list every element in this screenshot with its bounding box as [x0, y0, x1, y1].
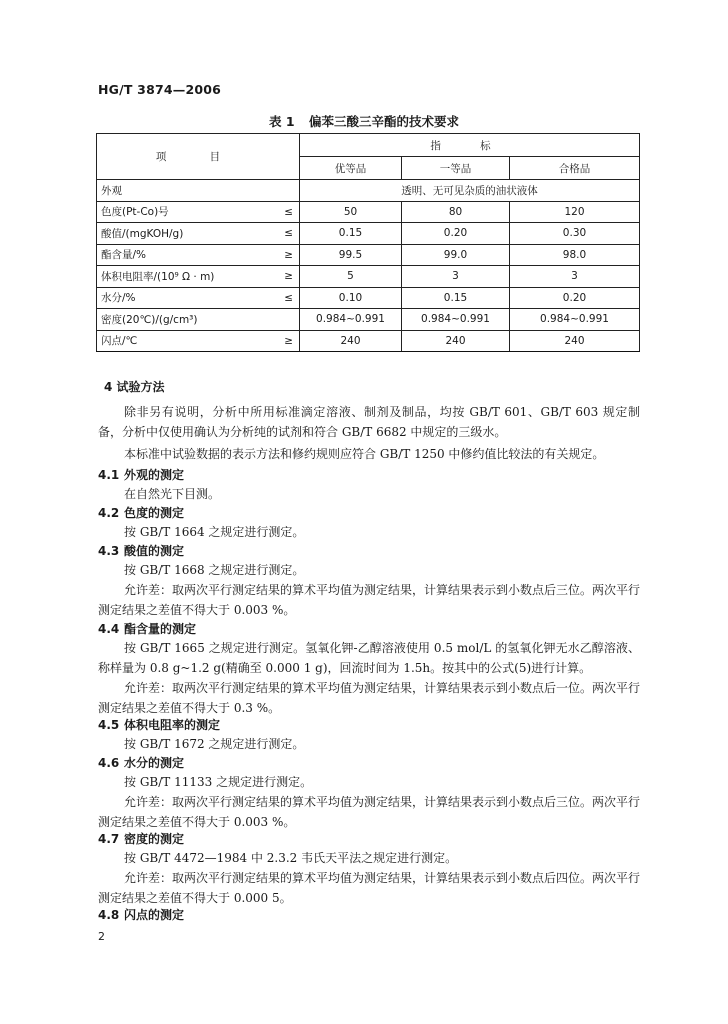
row-value: 透明、无可见杂质的油状液体 [300, 180, 640, 202]
row-value: 0.20 [402, 223, 510, 245]
subsection-number: 4.8 [98, 908, 120, 922]
row-symbol: ≤ [280, 223, 299, 245]
subsection-4-4-heading [98, 620, 196, 637]
row-label: 体积电阻率/(10⁹ Ω · m) [97, 266, 281, 288]
section-4-title: 4 试验方法 [104, 380, 165, 394]
table-title: 偏苯三酸三辛酯的技术要求 [308, 114, 459, 129]
page-number: 2 [98, 930, 105, 943]
subsection-4-3-heading [98, 542, 184, 559]
subsection-4-8-heading [98, 906, 184, 923]
subsection-title: 外观的测定 [124, 468, 185, 482]
row-symbol [280, 309, 299, 331]
row-label: 酸值/(mgKOH/g) [97, 223, 281, 245]
subsection-4-6-tolerance: 允许差：取两次平行测定结果的算术平均值为测定结果，计算结果表示到小数点后三位。两次平行测定结果之差值不得大于 0.003 %。 [98, 795, 641, 829]
row-symbol: ≥ [280, 330, 299, 352]
subsection-title: 密度的测定 [124, 832, 185, 846]
subsection-number: 4.7 [98, 832, 120, 846]
subsection-4-4-text: 按 GB/T 1665 之规定进行测定。氢氧化钾-乙醇溶液使用 0.5 mol/L 的氢氧化钾无水乙醇溶液、称样量为 0.8 g~1.2 g(精确至 0.000 1 g)，回流时间为 1.5h。按其中的公式(5)进行计算。 [98, 641, 640, 675]
row-value: 0.10 [300, 287, 402, 309]
subsection-4-5-text: 按 GB/T 1672 之规定进行测定。 [124, 737, 305, 751]
subsection-title: 体积电阻率的测定 [124, 718, 221, 732]
row-label: 外观 [97, 180, 281, 202]
row-value: 98.0 [510, 244, 640, 266]
subsection-number: 4.3 [98, 544, 120, 558]
subsection-4-2-heading [98, 504, 184, 521]
table-number: 表 1 [269, 114, 295, 129]
row-value: 5 [300, 266, 402, 288]
subsection-number: 4.6 [98, 756, 120, 770]
technical-requirements-table [96, 133, 640, 352]
subsection-title: 酸值的测定 [124, 544, 185, 558]
table-caption [0, 112, 728, 130]
subsection-4-3-tolerance: 允许差：取两次平行测定结果的算术平均值为测定结果，计算结果表示到小数点后三位。两次平行测定结果之差值不得大于 0.003 %。 [98, 583, 641, 617]
table-row-appearance [97, 180, 640, 202]
subsection-4-7-tolerance: 允许差：取两次平行测定结果的算术平均值为测定结果，计算结果表示到小数点后四位。两次平行测定结果之差值不得大于 0.000 5。 [98, 871, 641, 905]
subsection-title: 色度的测定 [124, 506, 185, 520]
row-value: 50 [300, 201, 402, 223]
row-value: 0.30 [510, 223, 640, 245]
subsection-4-4-tolerance: 允许差：取两次平行测定结果的算术平均值为测定结果，计算结果表示到小数点后一位。两次平行测定结果之差值不得大于 0.3 %。 [98, 681, 641, 715]
row-value: 0.15 [300, 223, 402, 245]
row-value: 240 [300, 330, 402, 352]
table-row [97, 266, 640, 288]
row-value: 3 [510, 266, 640, 288]
subsection-4-7-heading [98, 830, 184, 847]
subsection-title: 水分的测定 [124, 756, 185, 770]
row-value: 99.0 [402, 244, 510, 266]
table-row [97, 309, 640, 331]
table-header-row [97, 134, 640, 157]
row-symbol: ≥ [280, 266, 299, 288]
subsection-number: 4.4 [98, 622, 120, 636]
row-label: 色度(Pt-Co)号 [97, 201, 281, 223]
subsection-4-3-text: 按 GB/T 1668 之规定进行测定。 [124, 563, 305, 577]
table-row [97, 223, 640, 245]
section-4-paragraph-2: 本标准中试验数据的表示方法和修约规则应符合 GB/T 1250 中修约值比较法的有关规定。 [124, 447, 605, 461]
row-value: 240 [510, 330, 640, 352]
subsection-4-7-text: 按 GB/T 4472—1984 中 2.3.2 韦氏天平法之规定进行测定。 [124, 851, 458, 865]
subsection-4-1-text: 在自然光下目测。 [124, 487, 221, 501]
table-row [97, 201, 640, 223]
row-value: 120 [510, 201, 640, 223]
row-symbol: ≤ [280, 201, 299, 223]
row-symbol: ≤ [280, 287, 299, 309]
subsection-title: 闪点的测定 [124, 908, 185, 922]
header-indicator: 指 标 [300, 134, 640, 157]
row-label: 闪点/℃ [97, 330, 281, 352]
subsection-4-6-text: 按 GB/T 11133 之规定进行测定。 [124, 775, 313, 789]
subsection-4-1-heading [98, 466, 184, 483]
row-label: 密度(20℃)/(g/cm³) [97, 309, 281, 331]
row-value: 99.5 [300, 244, 402, 266]
row-value: 240 [402, 330, 510, 352]
row-value: 0.15 [402, 287, 510, 309]
section-4-paragraph-1: 除非另有说明，分析中所用标准滴定溶液、制剂及制品，均按 GB/T 601、GB/T 603 规定制备，分析中仅使用确认为分析纯的试剂和符合 GB/T 6682 中规定的三级水。 [98, 405, 640, 439]
subsection-4-5-heading [98, 716, 220, 733]
row-label: 水分/% [97, 287, 281, 309]
row-value: 0.984~0.991 [402, 309, 510, 331]
standard-code-header: HG/T 3874—2006 [98, 82, 222, 97]
table-row [97, 330, 640, 352]
row-value: 0.984~0.991 [300, 309, 402, 331]
subsection-number: 4.5 [98, 718, 120, 732]
row-symbol: ≥ [280, 244, 299, 266]
subsection-title: 酯含量的测定 [124, 622, 197, 636]
row-value: 0.20 [510, 287, 640, 309]
table-row [97, 287, 640, 309]
subsection-number: 4.2 [98, 506, 120, 520]
row-label: 酯含量/% [97, 244, 281, 266]
header-item: 项 目 [97, 134, 300, 180]
grade-premium: 优等品 [300, 157, 402, 180]
row-value: 3 [402, 266, 510, 288]
grade-first: 一等品 [402, 157, 510, 180]
table-row [97, 244, 640, 266]
row-value: 80 [402, 201, 510, 223]
subsection-number: 4.1 [98, 468, 120, 482]
grade-qualified: 合格品 [510, 157, 640, 180]
subsection-4-6-heading [98, 754, 184, 771]
row-value: 0.984~0.991 [510, 309, 640, 331]
row-symbol [280, 180, 299, 202]
subsection-4-2-text: 按 GB/T 1664 之规定进行测定。 [124, 525, 305, 539]
